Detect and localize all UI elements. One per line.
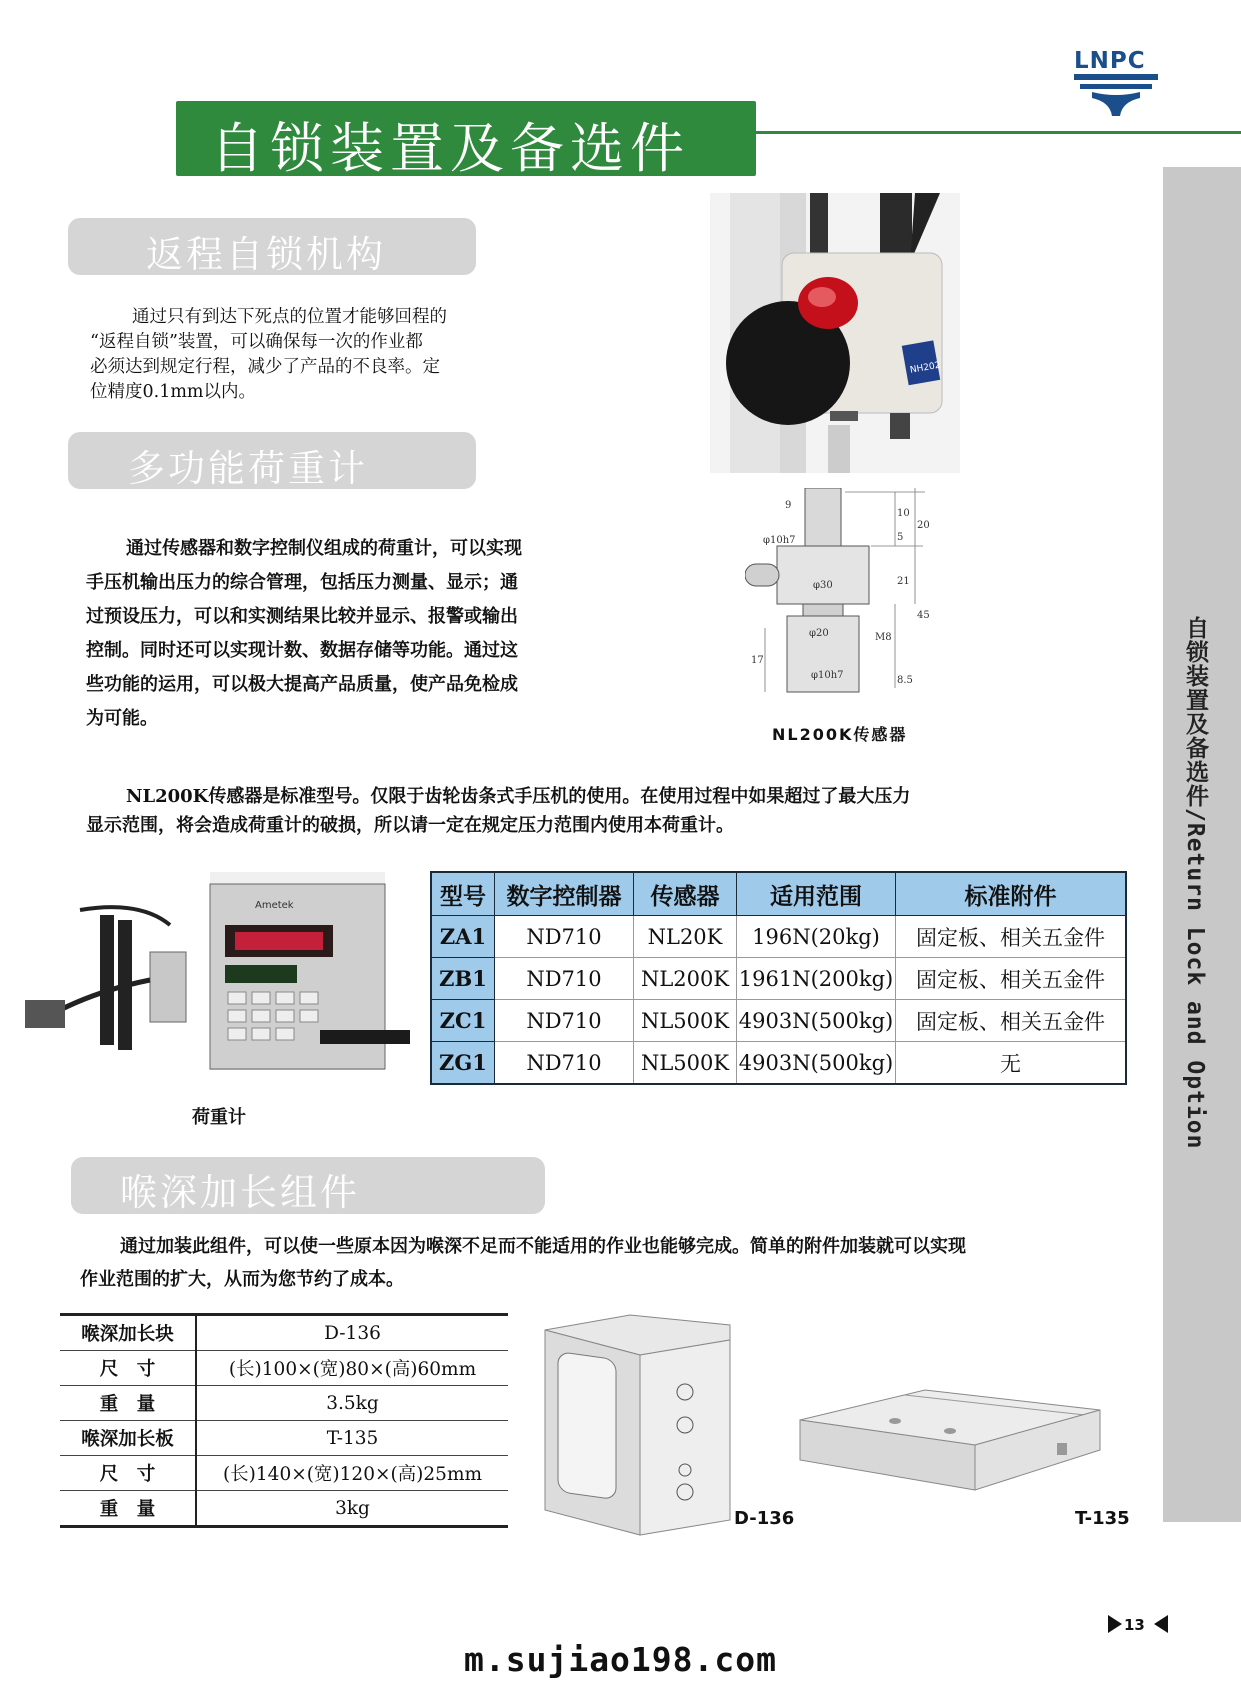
text-line: 作业范围的扩大，从而为您节约了成本。 — [80, 1269, 404, 1290]
return-lock-photo — [710, 193, 960, 473]
table-cell: NL20K — [634, 916, 737, 958]
table-cell: 4903N(500kg) — [737, 1042, 896, 1085]
table-cell: ND710 — [495, 916, 634, 958]
dim-label: 5 — [897, 532, 904, 543]
column-header: 标准附件 — [896, 872, 1127, 916]
load-meter-photo — [20, 870, 415, 1070]
table-row — [60, 1491, 508, 1527]
table-cell: ND710 — [495, 958, 634, 1000]
table-cell: ND710 — [495, 1042, 634, 1085]
logo-mark — [1074, 74, 1158, 116]
table-cell: T-135 — [196, 1421, 508, 1456]
table-cell: ND710 — [495, 1000, 634, 1042]
table-row — [60, 1386, 508, 1421]
page-number: 13 — [1124, 1616, 1145, 1634]
section-heading-throat-extension: 喉深加长组件 — [120, 1171, 360, 1214]
text-line: 显示范围，将会造成荷重计的破损，所以请一定在规定压力范围内使用本荷重计。 — [86, 815, 734, 836]
table-header-row — [431, 872, 1126, 916]
throat-extension-text — [80, 1230, 1160, 1296]
table-row — [431, 958, 1126, 1000]
text-line: 通过只有到达下死点的位置才能够回程的 — [132, 307, 447, 327]
page-number-marker — [1108, 1613, 1168, 1635]
table-cell: 喉深加长块 — [60, 1315, 196, 1351]
table-cell: (长)140×(宽)120×(高)25mm — [196, 1456, 508, 1491]
table-cell: 重 量 — [60, 1386, 196, 1421]
load-meter-text — [86, 532, 606, 736]
dim-label: φ10h7 — [811, 670, 844, 681]
dim-label: φ20 — [809, 628, 829, 639]
return-lock-text — [90, 305, 520, 405]
dim-label: 10 — [897, 508, 910, 519]
table-row — [431, 916, 1126, 958]
table-cell: 196N(20kg) — [737, 916, 896, 958]
device-brand: Ametek — [255, 900, 294, 911]
text-line: 些功能的运用，可以极大提高产品质量，使产品免检成 — [86, 674, 518, 695]
text-line: NL200K传感器是标准型号。仅限于齿轮齿条式手压机的使用。在使用过程中如果超过了最大压力 — [126, 786, 911, 807]
table-cell: NL500K — [634, 1042, 737, 1085]
sensor-note — [86, 782, 1156, 840]
table-cell: ZG1 — [431, 1042, 495, 1085]
column-header: 传感器 — [634, 872, 737, 916]
dim-label: 8.5 — [897, 675, 913, 686]
table-cell: ZC1 — [431, 1000, 495, 1042]
nameplate-label: NH202 — [909, 360, 942, 376]
spec-table — [430, 871, 1127, 1085]
column-header: 适用范围 — [737, 872, 896, 916]
d136-label: D-136 — [734, 1508, 795, 1529]
t135-label: T-135 — [1075, 1508, 1130, 1529]
page-title: 自锁装置及备选件 — [210, 117, 690, 180]
table-row — [431, 1000, 1126, 1042]
table-cell: NL200K — [634, 958, 737, 1000]
t135-illustration — [795, 1385, 1110, 1505]
table-cell: 3.5kg — [196, 1386, 508, 1421]
table-cell: 尺 寸 — [60, 1456, 196, 1491]
table-cell: 固定板、相关五金件 — [896, 1000, 1127, 1042]
table-cell: 无 — [896, 1042, 1127, 1085]
table-cell: 3kg — [196, 1491, 508, 1527]
dim-label: 45 — [917, 610, 930, 621]
table-cell: 1961N(200kg) — [737, 958, 896, 1000]
table-cell: ZB1 — [431, 958, 495, 1000]
dim-label: φ10h7 — [763, 535, 796, 546]
sensor-caption: NL200K传感器 — [772, 725, 908, 744]
table-cell: 喉深加长板 — [60, 1421, 196, 1456]
dim-label: 9 — [785, 500, 792, 511]
throat-spec-table — [60, 1313, 508, 1528]
dim-label: 20 — [917, 520, 930, 531]
table-cell: 固定板、相关五金件 — [896, 958, 1127, 1000]
table-cell: 固定板、相关五金件 — [896, 916, 1127, 958]
table-cell: 重 量 — [60, 1491, 196, 1527]
sensor-drawing — [745, 488, 945, 708]
text-line: 控制。同时还可以实现计数、数据存储等功能。通过这 — [86, 640, 518, 661]
table-cell: D-136 — [196, 1315, 508, 1351]
title-rule — [756, 131, 1241, 134]
table-row — [60, 1315, 508, 1351]
table-cell: (长)100×(宽)80×(高)60mm — [196, 1351, 508, 1386]
table-cell: NL500K — [634, 1000, 737, 1042]
table-row — [431, 1042, 1126, 1085]
side-label: 自锁装置及备选件/Return Lock and Option — [1182, 616, 1208, 1150]
text-line: 位精度0.1mm以内。 — [90, 382, 257, 402]
dim-label: M8 — [875, 632, 892, 643]
section-heading-load-meter: 多功能荷重计 — [128, 447, 368, 490]
table-cell: 尺 寸 — [60, 1351, 196, 1386]
dim-label: φ30 — [813, 580, 833, 591]
text-line: 手压机输出压力的综合管理，包括压力测量、显示；通 — [86, 572, 518, 593]
table-row — [60, 1456, 508, 1491]
text-line: 通过加装此组件，可以使一些原本因为喉深不足而不能适用的作业也能够完成。简单的附件加装就可以实现 — [120, 1236, 966, 1257]
dim-label: 21 — [897, 576, 910, 587]
table-cell: 4903N(500kg) — [737, 1000, 896, 1042]
text-line: 过预设压力，可以和实测结果比较并显示、报警或输出 — [86, 606, 518, 627]
section-heading-return-lock: 返程自锁机构 — [146, 233, 386, 276]
text-line: “返程自锁”装置，可以确保每一次的作业都 — [90, 332, 423, 352]
text-line: 为可能。 — [86, 708, 158, 729]
load-meter-caption: 荷重计 — [192, 1107, 246, 1128]
column-header: 型号 — [431, 872, 495, 916]
footer-url[interactable]: m.sujiao198.com — [463, 1640, 777, 1679]
logo-text: LNPC — [1074, 48, 1146, 74]
table-row — [60, 1421, 508, 1456]
table-row — [60, 1351, 508, 1386]
column-header: 数字控制器 — [495, 872, 634, 916]
dim-label: 17 — [751, 655, 764, 666]
d136-illustration — [540, 1310, 740, 1540]
text-line: 通过传感器和数字控制仪组成的荷重计，可以实现 — [126, 538, 522, 559]
text-line: 必须达到规定行程，减少了产品的不良率。定 — [90, 357, 440, 377]
table-cell: ZA1 — [431, 916, 495, 958]
